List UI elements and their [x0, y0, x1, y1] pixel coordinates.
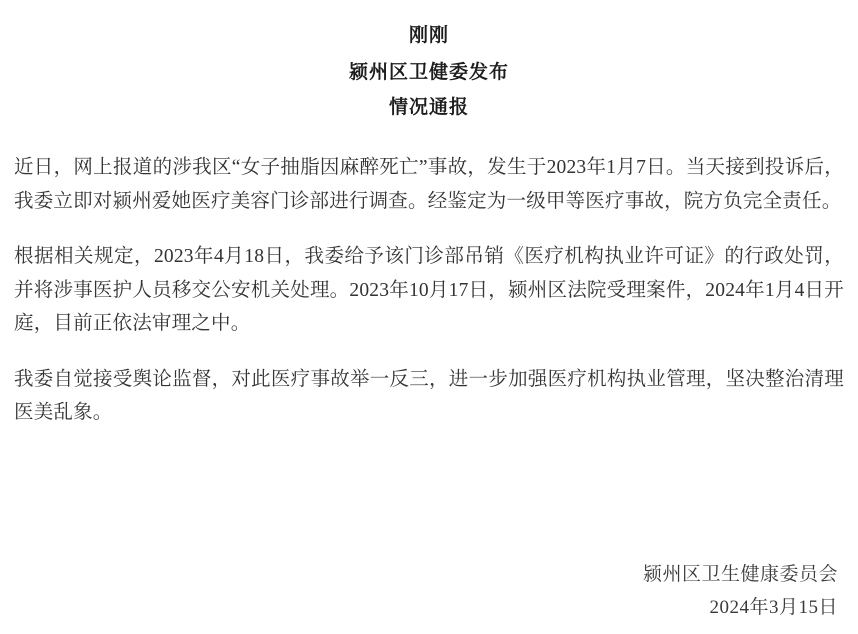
paragraph-3: 我委自觉接受舆论监督，对此医疗事故举一反三，进一步加强医疗机构执业管理，坚决整治清理医美乱象。 [14, 368, 844, 424]
heading-timestamp: 刚刚 [408, 25, 449, 46]
paragraph-1: 近日，网上报道的涉我区“女子抽脂因麻醉死亡”事故，发生于2023年1月7日。当天接到投诉后，我委立即对颍州爱她医疗美容门诊部进行调查。经鉴定为一级甲等医疗事故，院方负完全责任。 [14, 157, 844, 212]
heading-title: 情况通报 [388, 97, 469, 118]
document-body [14, 151, 844, 430]
signature-date: 2024年3月15日 [709, 596, 838, 618]
heading-issuer: 颍州区卫健委发布 [348, 62, 509, 83]
document-signature [14, 558, 844, 625]
layout-spacer [14, 430, 844, 558]
signature-organization: 颍州区卫生健康委员会 [642, 563, 838, 585]
paragraph-2: 根据相关规定，2023年4月18日，我委给予该门诊部吊销《医疗机构执业许可证》的行政处罚，并将涉事医护人员移交公安机关处理。2023年10月17日，颍州区法院受理案件，2024年1月4日开庭，目前正依法审理之中。 [14, 246, 844, 335]
document-headings [14, 26, 844, 133]
